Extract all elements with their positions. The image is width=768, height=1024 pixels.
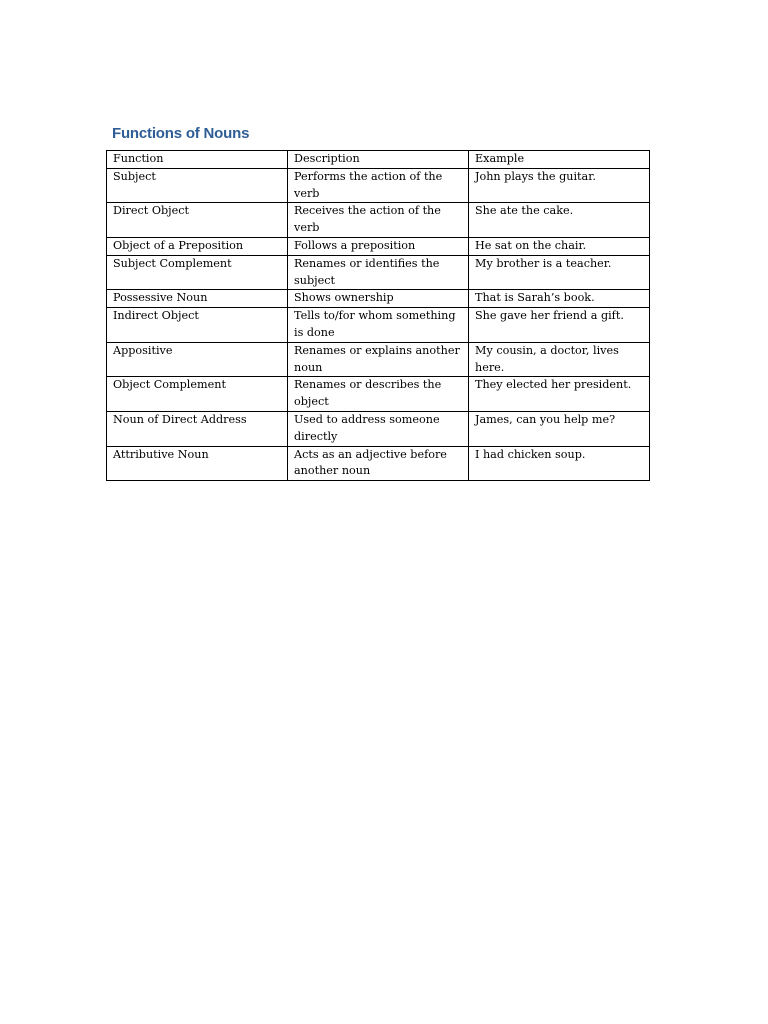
page-title: Functions of Nouns	[112, 125, 250, 142]
cell-function: Direct Object	[107, 203, 288, 238]
cell-function: Possessive Noun	[107, 290, 288, 308]
header-function: Function	[107, 151, 288, 169]
cell-description: Renames or identifies the subject	[288, 255, 469, 290]
cell-description: Renames or explains another noun	[288, 342, 469, 377]
cell-example: She gave her friend a gift.	[469, 308, 650, 343]
header-description: Description	[288, 151, 469, 169]
cell-example: She ate the cake.	[469, 203, 650, 238]
cell-example: My cousin, a doctor, lives here.	[469, 342, 650, 377]
cell-example: James, can you help me?	[469, 411, 650, 446]
table-row	[107, 203, 650, 238]
cell-function: Object Complement	[107, 377, 288, 412]
table-row	[107, 255, 650, 290]
functions-table	[106, 150, 650, 481]
table-row	[107, 308, 650, 343]
cell-description: Receives the action of the verb	[288, 203, 469, 238]
cell-function: Noun of Direct Address	[107, 411, 288, 446]
cell-description: Performs the action of the verb	[288, 168, 469, 203]
table-row	[107, 168, 650, 203]
header-example: Example	[469, 151, 650, 169]
cell-example: That is Sarah’s book.	[469, 290, 650, 308]
cell-function: Subject	[107, 168, 288, 203]
table-row	[107, 411, 650, 446]
cell-description: Used to address someone directly	[288, 411, 469, 446]
table-row	[107, 446, 650, 481]
table-row	[107, 290, 650, 308]
cell-example: I had chicken soup.	[469, 446, 650, 481]
cell-example: John plays the guitar.	[469, 168, 650, 203]
cell-example: They elected her president.	[469, 377, 650, 412]
cell-function: Attributive Noun	[107, 446, 288, 481]
cell-function: Object of a Preposition	[107, 237, 288, 255]
table-row	[107, 342, 650, 377]
cell-example: He sat on the chair.	[469, 237, 650, 255]
cell-description: Tells to/for whom something is done	[288, 308, 469, 343]
cell-function: Indirect Object	[107, 308, 288, 343]
table-header-row	[107, 151, 650, 169]
cell-function: Subject Complement	[107, 255, 288, 290]
cell-function: Appositive	[107, 342, 288, 377]
cell-description: Acts as an adjective before another noun	[288, 446, 469, 481]
cell-example: My brother is a teacher.	[469, 255, 650, 290]
cell-description: Follows a preposition	[288, 237, 469, 255]
table-row	[107, 377, 650, 412]
table-row	[107, 237, 650, 255]
cell-description: Shows ownership	[288, 290, 469, 308]
cell-description: Renames or describes the object	[288, 377, 469, 412]
